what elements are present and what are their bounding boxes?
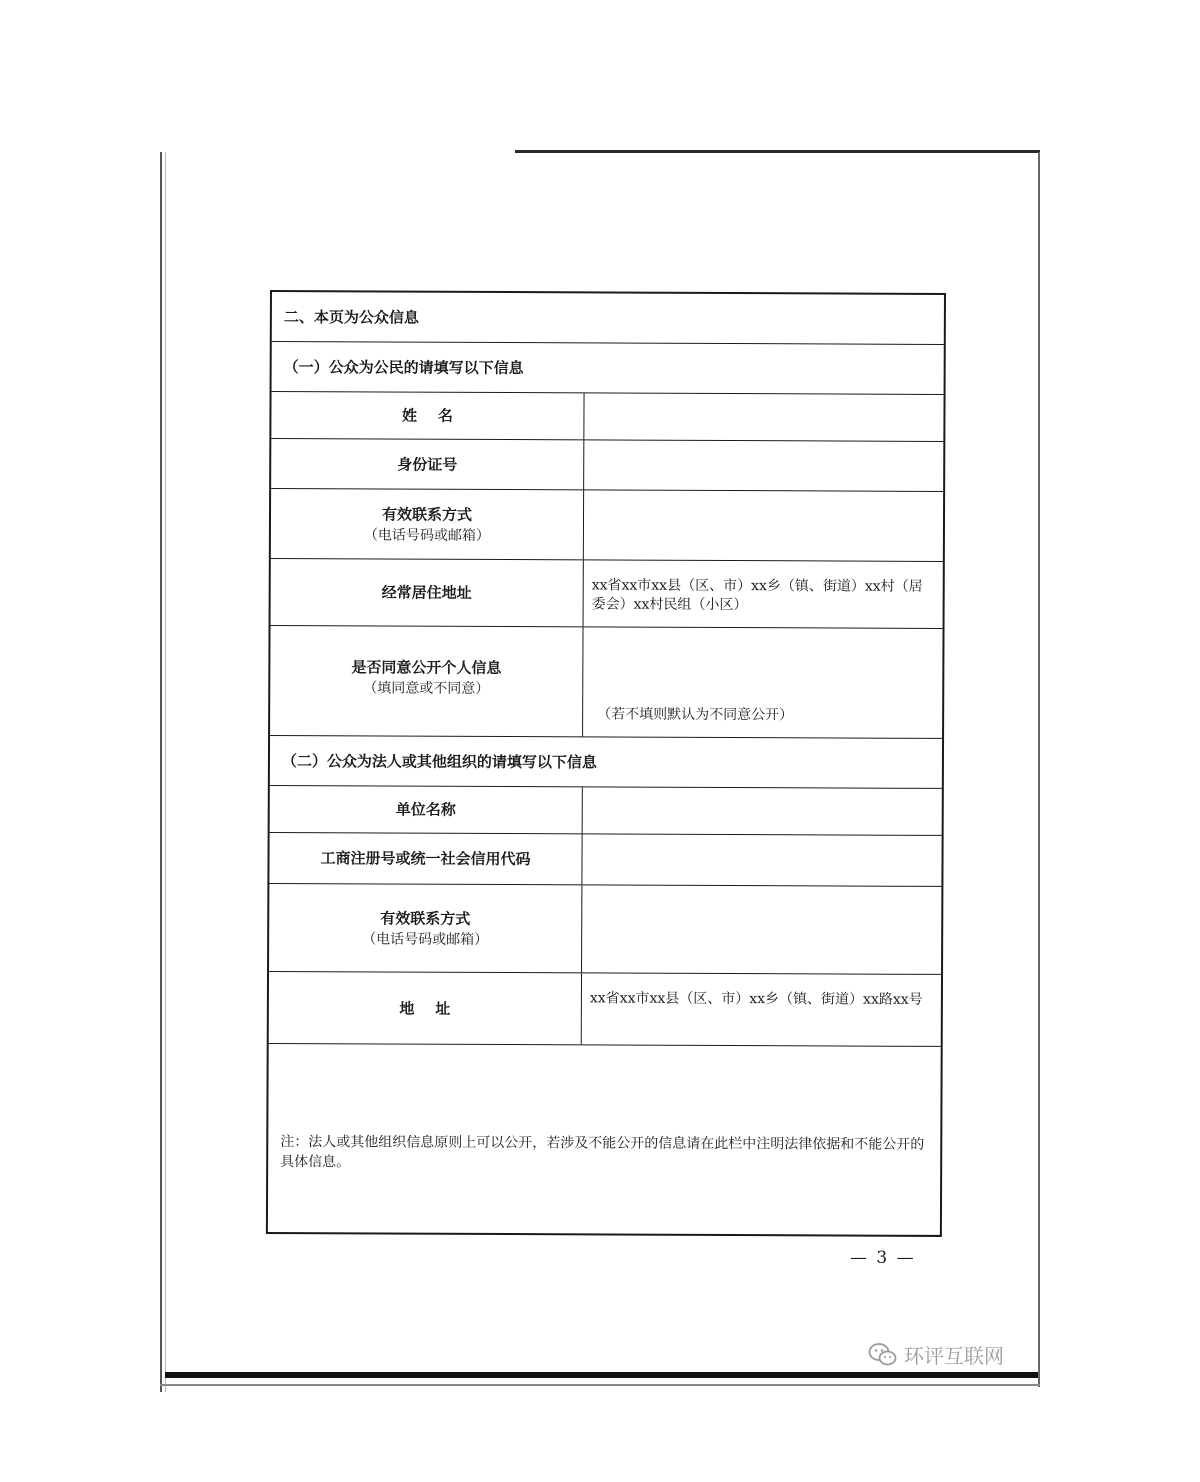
org-contact-label: 有效联系方式 — [380, 908, 471, 928]
citizen-residence-label: 经常居住地址 — [381, 583, 472, 602]
org-section-title-text: （二）公众为法人或其他组织的请填写以下信息 — [281, 752, 597, 772]
org-contact-label-cell — [269, 884, 582, 972]
citizen-consent-hint: （若不填则默认为不同意公开） — [597, 706, 794, 724]
org-address-row — [269, 972, 941, 1047]
watermark-text: 环评互联网 — [904, 1344, 1004, 1368]
org-reg-row — [269, 833, 941, 887]
citizen-id-label-cell — [271, 439, 584, 489]
org-address-label-cell — [269, 972, 582, 1044]
org-unit-label: 单位名称 — [395, 800, 456, 819]
org-unit-field[interactable] — [583, 787, 942, 835]
public-info-form — [266, 290, 946, 1237]
org-contact-sublabel: （电话号码或邮箱） — [362, 930, 489, 948]
citizen-residence-field[interactable] — [584, 560, 943, 628]
citizen-section-title-text: （一）公众为公民的请填写以下信息 — [283, 358, 524, 378]
org-reg-field[interactable] — [582, 834, 941, 886]
org-contact-field[interactable] — [582, 885, 941, 974]
scan-edge-right — [1038, 152, 1040, 1387]
citizen-consent-label-cell — [270, 626, 583, 736]
org-section-title — [270, 736, 942, 789]
wechat-icon — [868, 1342, 898, 1368]
citizen-residence-row — [271, 559, 943, 629]
citizen-consent-sublabel: （填同意或不同意） — [363, 680, 490, 697]
org-unit-label-cell — [270, 786, 583, 833]
citizen-consent-field[interactable] — [583, 627, 942, 738]
section-public-title — [272, 292, 944, 345]
org-address-label: 地 址 — [399, 999, 451, 1018]
citizen-contact-label-cell — [271, 489, 584, 559]
scan-edge-top — [515, 150, 1040, 153]
citizen-consent-row — [270, 626, 942, 739]
citizen-id-row — [271, 439, 943, 492]
page-number: — 3 — — [850, 1248, 916, 1268]
citizen-id-field[interactable] — [584, 440, 943, 491]
watermark — [868, 1340, 1004, 1369]
citizen-residence-label-cell — [271, 559, 584, 626]
citizen-name-label-cell — [271, 392, 584, 439]
citizen-name-row — [271, 392, 943, 442]
org-address-value: xx省xx市xx县（区、市）xx乡（镇、街道）xx路xx号 — [589, 990, 923, 1008]
citizen-contact-sublabel: （电话号码或邮箱） — [363, 526, 490, 544]
citizen-id-label: 身份证号 — [397, 455, 458, 474]
org-contact-row — [269, 884, 941, 975]
citizen-consent-label: 是否同意公开个人信息 — [351, 658, 502, 678]
citizen-contact-field[interactable] — [584, 490, 943, 561]
citizen-name-label: 姓 名 — [401, 406, 453, 425]
org-unit-row — [270, 786, 942, 836]
scan-edge-left-inner — [165, 152, 166, 1392]
org-reg-label: 工商注册号或统一社会信用代码 — [320, 849, 531, 869]
citizen-contact-row — [271, 489, 943, 562]
note-text: 注：法人或其他组织信息原则上可以公开，若涉及不能公开的信息请在此栏中注明法律依据和不能公开的具体信息。 — [280, 1134, 925, 1171]
citizen-section-title — [272, 342, 944, 395]
org-reg-label-cell — [269, 833, 582, 884]
citizen-name-field[interactable] — [584, 393, 943, 441]
org-address-field[interactable] — [582, 973, 941, 1046]
scan-edge-bottom-inner — [160, 1384, 1040, 1386]
scan-edge-bottom — [165, 1372, 1038, 1378]
scan-edge-left — [160, 152, 162, 1392]
citizen-residence-value: xx省xx市xx县（区、市）xx乡（镇、街道）xx村（居委会）xx村民组（小区） — [591, 577, 923, 614]
note-row[interactable] — [268, 1044, 941, 1235]
citizen-contact-label: 有效联系方式 — [381, 504, 473, 524]
section-public-title-text: 二、本页为公众信息 — [283, 308, 419, 327]
